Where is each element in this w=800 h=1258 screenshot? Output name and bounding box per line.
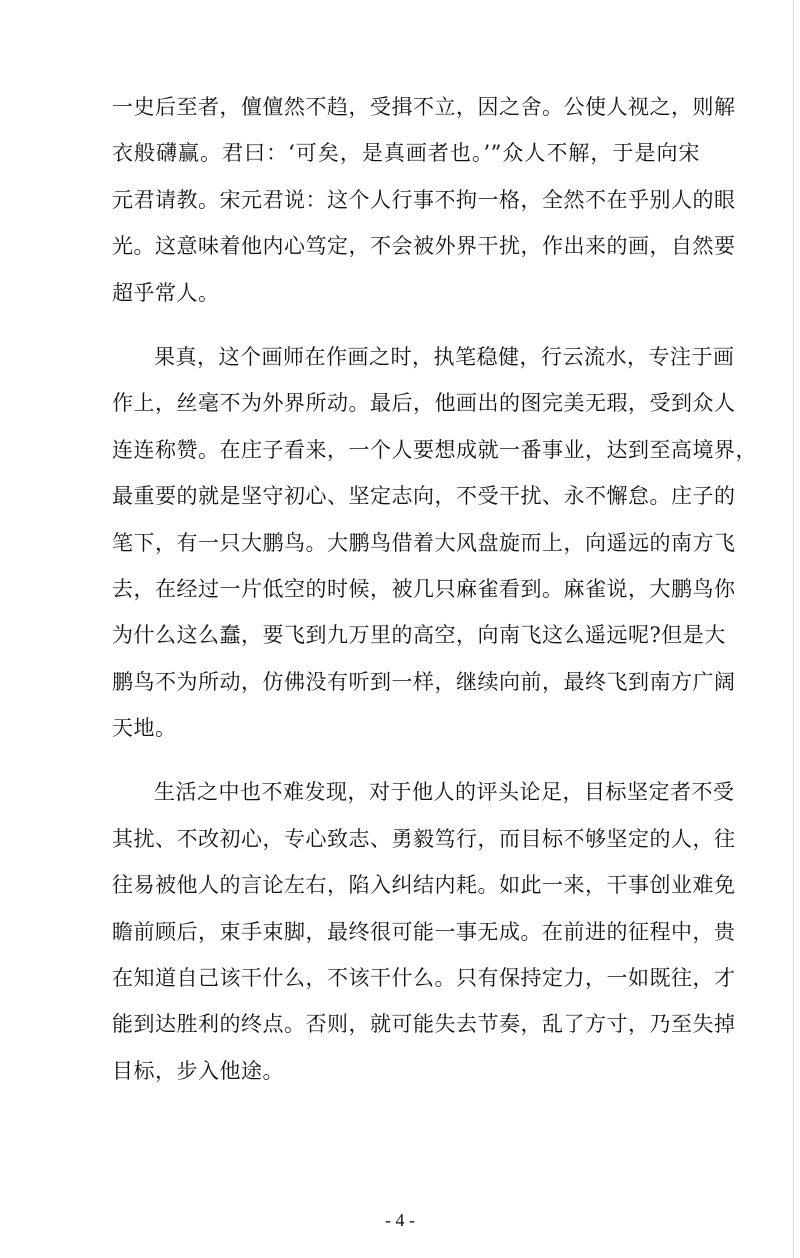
paragraph-2 [112, 334, 757, 752]
text-line: 笔下，有一只大鹏鸟。大鹏鸟借着大风盘旋而上，向遥远的南方飞 [112, 530, 736, 555]
text-line: 天地。 [112, 716, 177, 741]
text-line: 往易被他人的言论左右，陷入纠结内耗。如此一来，干事创业难免 [112, 873, 736, 898]
text-line: 为什么这么蠢，要飞到九万里的高空，向南飞这么遥远呢?但是大 [112, 623, 726, 648]
text-line: 去，在经过一片低空的时候，被几只麻雀看到。麻雀说，大鹏鸟你 [112, 576, 736, 601]
text-line: 果真，这个画师在作画之时，执笔稳健，行云流水，专注于画 [154, 344, 735, 369]
text-line: 最重要的就是坚守初心、坚定志向，不受干扰、永不懈怠。庄子的 [112, 484, 736, 509]
text-line: 衣般礴赢。君曰：‘可矣，是真画者也。’”众人不解，于是向宋 [112, 141, 700, 166]
page-edge-shadow [793, 0, 794, 1258]
page-number: - 4 - [385, 1210, 415, 1230]
paragraph-1 [112, 84, 736, 316]
text-line: 能到达胜利的终点。否则，就可能失去节奏，乱了方寸，乃至失掉 [112, 1012, 736, 1037]
text-line: 瞻前顾后，束手束脚，最终很可能一事无成。在前进的征程中，贵 [112, 919, 736, 944]
text-line: 在知道自己该干什么，不该干什么。只有保持定力，一如既往，才 [112, 966, 736, 991]
text-line: 一史后至者，儃儃然不趋，受揖不立，因之舍。公使人视之，则解 [112, 95, 736, 119]
text-line: 其扰、不改初心，专心致志、勇毅笃行，而目标不够坚定的人，往 [112, 826, 736, 851]
text-line: 元君请教。宋元君说：这个人行事不拘一格，全然不在乎别人的眼 [112, 187, 736, 212]
text-line: 作上，丝毫不为外界所动。最后，他画出的图完美无瑕，受到众人 [112, 391, 736, 416]
text-line: 生活之中也不难发现，对于他人的评头论足，目标坚定者不受 [154, 780, 735, 805]
text-line: 目标，步入他途。 [112, 1058, 284, 1083]
text-line: 连连称赞。在庄子看来，一个人要想成就一番事业，达到至高境界， [112, 437, 757, 462]
text-line: 光。这意味着他内心笃定，不会被外界干扰，作出来的画，自然要 [112, 234, 736, 259]
paragraph-3 [112, 769, 736, 1094]
text-line: 鹏鸟不为所动，仿佛没有听到一样，继续向前，最终飞到南方广阔 [112, 669, 736, 694]
body-text [112, 84, 757, 1094]
text-line: 超乎常人。 [112, 280, 220, 305]
